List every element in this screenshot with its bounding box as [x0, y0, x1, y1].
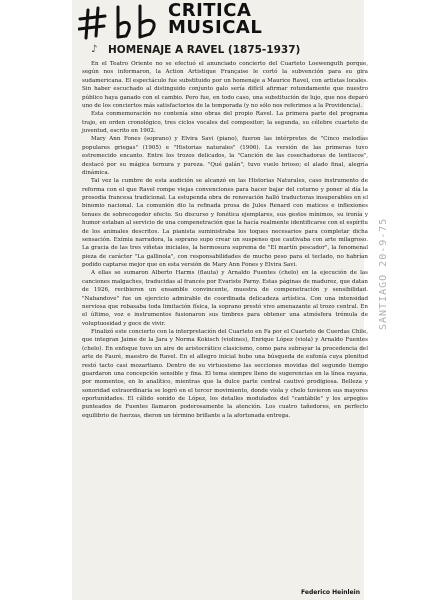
masthead-line-1: CRITICA — [168, 0, 252, 21]
article-paragraph: En el Teatro Oriente no se efectuó el anunciado concierto del Cuarteto Loewenguth porque, según nos informaron, la Action Artistique Française le cortó la subvención para su gira sudamericana. El espectáculo fue substituido por un homenaje a Maurice Ravel, con artistas locales. Sin haber escuchado al distinguido conjunto galo sería difícil afirmar rotundamente que nuestro público haya ganado con el cambio. Pero fue, en todo caso, una substitución de lujo, que nos deparó uno de los conciertos más satisfactorios de la temporada (y no sólo nos referimos a la Providencia). — [82, 61, 368, 109]
article-paragraph: A ellas se sumaron Alberto Harms (flauta) y Arnaldo Fuentes (chelo) en la ejecución de las canciones malgaches, traducidas al francés por Evariste Parny. Estas páginas de madurez, que datan de 1926, recibieron un ensamble convincente, muestra de compenetración y sensibilidad. "Nahandove" fue un ejercicio admirable de coordinada delicadeza artística. Con una intensidad nerviosa que rebasaba toda limitación física, la soprano prestó vivo amenazante al trozo central. En el último, voz e instrumentos fusionaron sus timbres para obtener una atmósfera trémula de voluptuosidad y goce de vivir. — [82, 270, 368, 327]
author-byline: Federico Heinlein — [301, 589, 360, 596]
musical-notation-logo-icon — [78, 4, 166, 42]
article-paragraph: Esta conmemoración no contenía sino obras del propio Ravel. La primera parte del programa trajo, en orden cronológico, tres ciclos vocales del compositor; la segunda, su célebre cuarteto de juventud, escrito en 1902. — [82, 111, 368, 134]
article-body — [82, 60, 368, 420]
article-headline: HOMENAJE A RAVEL (1875-1937) — [108, 44, 301, 56]
masthead-title — [168, 2, 288, 36]
article-paragraph: Finalizó este concierto con la interpretación del Cuarteto en Fa por el Cuarteto de Cuerdas Chile, que integran Jaime de la Jara y Norma Kokisch (violines), Enrique López (viola) y Arnaldo Fuentes (chelo). En enfoque tuvo un aire de aristocrático clasicismo, como para subrayar la procedencia del arte de Fauré, maestro de Ravel. En el allegro inicial hubo una búsqueda de eufonía cuya plenitud restó tacto casi mozartiano. Dentro de su virtuosismo las secciones movidas del segundo tiempo guardaron una concepción sensible y fina. El tema siempre lleno de sugerencias en la línea rayana, por momentos, en lo analítico, mientras que la dulce parte central cautivó prodigiosa. Belleza y sonoridad extraordinaria se logró en el tercer movimiento, donde viola y chelo tuvieron sus mayores oportunidades. El cálido sonido de López, los detalles modulados del "cantábile" y los arpegios punteados de Fuentes llamaron poderosamente la atención. Los cuatro tañedores, en perfecto equilibrio de fuerzas, dieron un término brillante a la afortunada entrega. — [82, 329, 368, 419]
masthead-line-2: MUSICAL — [168, 17, 263, 38]
article-paragraph: Tal vez la cumbre de esta audición se alcanzó en las Historias Naturales, caso instrumento de reforma con el que Ravel rompe viejas convenciones para hacer bajar del coturno y poner al día la prosodia francesa tradicional. La estupenda obra de renovación halló traductoras insuperables en el binomio nacional. La comunión dio la refinada prosa de Jules Renard con matices e inflexiones tenues de sobrecogedor efecto. Su discurso y fonética ejemplares, sus gestos mínimos, su ironía y humor estaban al servicio de una compenetración que la hacía realmente identificarse con el espíritu de los animales descritos. La pianista suministraba los toques necesarios para completar dicha sensación. Exímia narradora, la soprano supo crear un suspenso que cautivaba con arte milagroso. La gracia de las tres viñetas iniciales, la hermosura suprema de "El martín pescador", la fenomenal pieza de carácter "La gallinola", con responsabilidades de mucho peso para el teclado, no habrían podido captarse mejor que en esta versión de Mary Ann Fones y Elvira Savi. — [82, 178, 368, 268]
article-paragraph: Mary Ann Fones (soprano) y Elvira Savi (piano), fueron las intérpretes de "Cinco melodías populares griegas" (1905) e "Historias naturales" (1906). La versión de las primeras tuvo estremecido encanto. Entre los trozos delicados, la "Canción de las cosechadoras de lentiscos", destacó por su mágica ternura y pureza. "Qué galán", tuvo vuelo brioso; el alado final, alegría dinámica. — [82, 136, 368, 176]
archive-stamp: SANTIAGO 20-9-75 — [378, 217, 389, 330]
ornament-icon: ♪ — [91, 44, 98, 55]
